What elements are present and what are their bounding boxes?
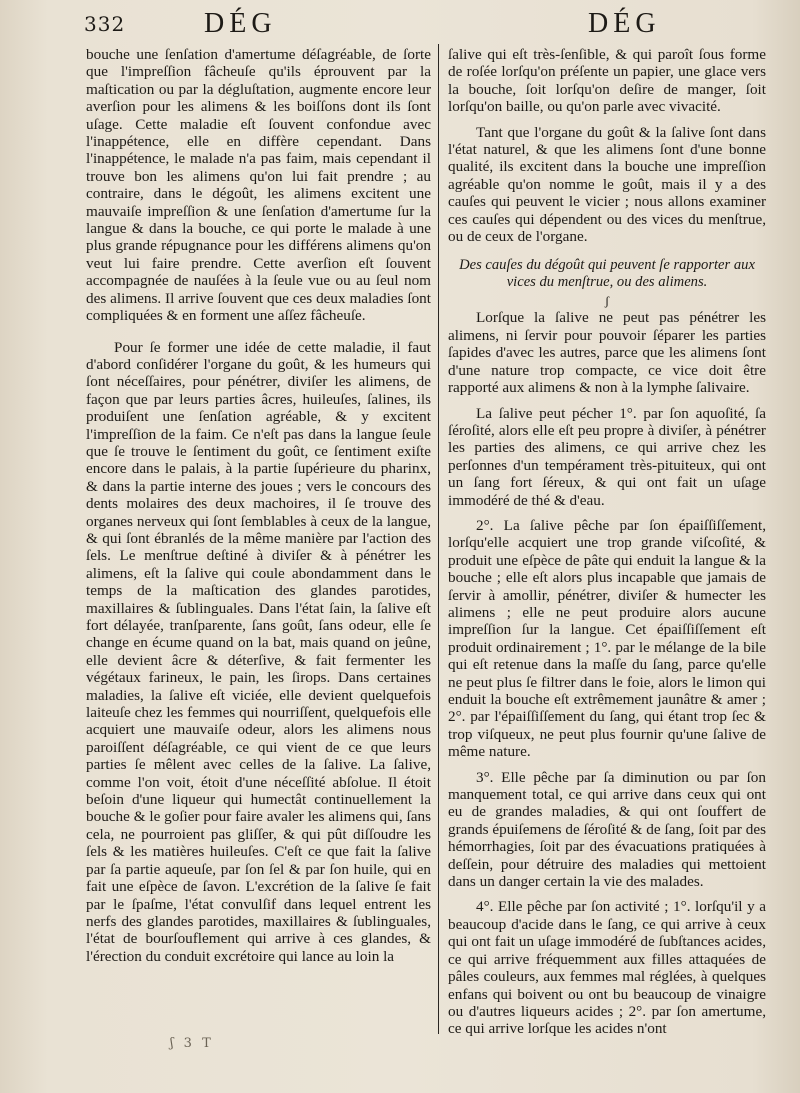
paragraph: 2°. La ſalive pêche par ſon épaiſſiſſement, lorſqu'elle acquiert une trop grande viſcoſité, & produit une eſpèce de pâte qui enduit la langue & la bouche ; elle eſt alors plus incapable que jamais de ſervir à amollir, pénétrer, diviſer & humecter les alimens ; elle ne peut produire alors aucune impreſſion ſur la langue. Cet épaiſſiſſement eſt produit ordinairement ; 1°. par le mélange de la bile qui eſt retenue dans la maſſe du ſang, parce qu'elle ne peut plus ſe filtrer dans le foie, alors le limon qui enduit la bouche eſt extrêmement jaunâtre & amer ; 2°. par l'épaiſſiſſement du ſang, qui étant trop ſec & trop viſqueux, ne peut plus fournir qu'une ſalive de même nature.	[448, 516, 766, 761]
ornament: ʃ	[604, 293, 610, 309]
paragraph: bouche une ſenſation d'amertume déſagréable, de ſorte que l'impreſſion fâcheuſe qu'ils éprouvent par la maſtication ou par la dégluſtation, augmente encore leur averſion pour les alimens & les boiſſons dont ils ſont uſage. Cette maladie eſt ſouvent confondue avec l'inappétence, elle en diffère cependant. Dans l'inappétence, le malade n'a pas faim, mais cependant il trouve bon les alimens qu'on lui fait prendre ; au contraire, dans le dégoût, les alimens excitent une mauvaiſe impreſſion & une ſenſation d'amertume ſur la langue & dans la bouche, ce qui porte le malade à une plus grande répugnance pour les différens alimens qu'on veut lui faire prendre. Cette averſion eſt ſouvent accompagnée de nauſées à la ſeule vue ou au ſeul nom des alimens. Il arrive ſouvent que ces deux maladies ſont compliquées & en forment une aſſez fâcheuſe.	[86, 46, 431, 325]
left-column	[86, 46, 431, 965]
signature-mark: ʃ 3 T	[170, 1036, 214, 1051]
right-headword: DÉG	[588, 8, 661, 39]
paragraph: Tant que l'organe du goût & la ſalive ſont dans l'état naturel, & que les alimens ſont d'une bonne qualité, ils excitent dans la bouche une impreſſion agréable qu'on nomme le goût, mais il y a des cauſes qui peuvent le vicier ; nous allons examiner ces cauſes qui dépendent ou des vices du menſtrue, ou de ceux de l'organe.	[448, 123, 766, 246]
paragraph: ſalive qui eſt très-ſenſible, & qui paroît ſous forme de roſée lorſqu'on préſente un papier, une glace vers la bouche, ſoit lorſqu'on deſire de manger, ſoit lorſqu'on baille, ou qu'on parle avec vivacité.	[448, 46, 766, 116]
section-subheading: Des cauſes du dégoût qui peuvent ſe rapporter aux vices du menſtrue, ou des alimens.	[459, 257, 755, 291]
paragraph: La ſalive peut pécher 1°. par ſon aquoſité, ſa ſéroſité, alors elle eſt peu propre à diviſer, à pénétrer les parties des alimens, ce qui arrive chez les perſonnes d'un tempérament très-pituiteux, qui ont un ſang fort ſéreux, & qui ont fait un uſage immodéré de thé & d'eau.	[448, 404, 766, 509]
left-headword: DÉG	[204, 8, 277, 39]
page-number: 332	[84, 12, 126, 36]
running-header	[0, 8, 800, 40]
paragraph: 4°. Elle pêche par ſon activité ; 1°. lorſqu'il y a beaucoup d'acide dans le ſang, ce qui arrive à ceux qui ont fait un uſage immodéré de ſubſtances acides, ce qui arrive fréquemment aux filles attaquées de pâles couleurs, aux femmes mal réglées, à quelques enfans qui boivent ou ont bu beaucoup de vinaigre ou d'autres liqueurs acides ; 2°. par ſon amertume, ce qui arrive lorſque les acides n'ont	[448, 898, 766, 1038]
paragraph: Lorſque la ſalive ne peut pas pénétrer les alimens, ni ſervir pour pouvoir ſéparer les parties ſapides d'avec les autres, parce que les alimens ſont d'une nature trop compacte, ce vice doit être rapporté aux alimens & non à la lymphe ſalivaire.	[448, 309, 766, 397]
right-column	[448, 46, 766, 1038]
paragraph: 3°. Elle pêche par ſa diminution ou par ſon manquement total, ce qui arrive dans ceux qui ont eu de grandes maladies, & qui ont ſouffert de grands épuiſemens de ſéroſité & de ſang, ſoit par des hémorrhagies, ſoit par des évacuations pratiquées à deſſein, pour détruire des maladies qui mettoient dans un danger certain la vie des malades.	[448, 768, 766, 891]
column-divider	[438, 44, 439, 1034]
paragraph: Pour ſe former une idée de cette maladie, il faut d'abord conſidérer l'organe du goût, & les humeurs qui ſont néceſſaires, pour pénétrer, diviſer les alimens, de façon que par leurs parties âcres, huileuſes, ſalines, ils produiſent une ſenſation agréable, & y excitent l'impreſſion de la faim. Ce n'eſt pas dans la langue ſeule que ſe trouve le ſentiment du goût, ce ſentiment exiſte encore dans le palais, à la partie ſupérieure du pharinx, & dans la partie interne des joues ; vers le concours des dents molaires des deux machoires, il ſe trouve des organes nerveux qui ſont ſemblables à ceux de la langue, & qui ſont ébranlés de la même manière par l'action des ſels. Le menſtrue deſtiné à diviſer & à pénétrer les alimens, eſt la ſalive qui coule abondamment dans le temps de la maſtication des glandes parotides, maxillaires & ſublinguales. Dans l'état ſain, la ſalive eſt fort délayée, tranſparente, ſans goût, ſans odeur, elle ſe change en écume quand on la bat, mais quand on jeûne, elle devient âcre & déterſive, & fait fermenter les végétaux farineux, le pain, les ſirops. Dans certaines maladies, la ſalive eſt viciée, elle devient quelquefois laiteuſe chez les femmes qui nourriſſent, quelquefois elle acquiert une mauvaiſe odeur, alors les alimens nous paroiſſent déſagréable, ce qui vient de ce que leurs parties ſe mêlent avec celles de la ſalive. La ſalive, comme l'on voit, étoit d'une néceſſité abſolue. Il étoit beſoin d'une liqueur qui humectât continuellement la bouche & le goſier pour faire avaler les alimens qui, ſans cela, ne pourroient pas gliſſer, & qui pût diſſoudre les ſels & les matières huileuſes. C'eſt ce que fait la ſalive par ſa partie aqueuſe, par ſon ſel & par ſon huile, qui en fait une eſpèce de ſavon. L'excrétion de la ſalive ſe fait par le ſpaſme, l'état convulſif dans lequel entrent les nerfs des glandes parotides, maxillaires & ſublinguales, l'état de bourſouflement qui arrive à ces glandes, & l'érection du conduit excrétoire qui lance au loin la	[86, 338, 431, 965]
